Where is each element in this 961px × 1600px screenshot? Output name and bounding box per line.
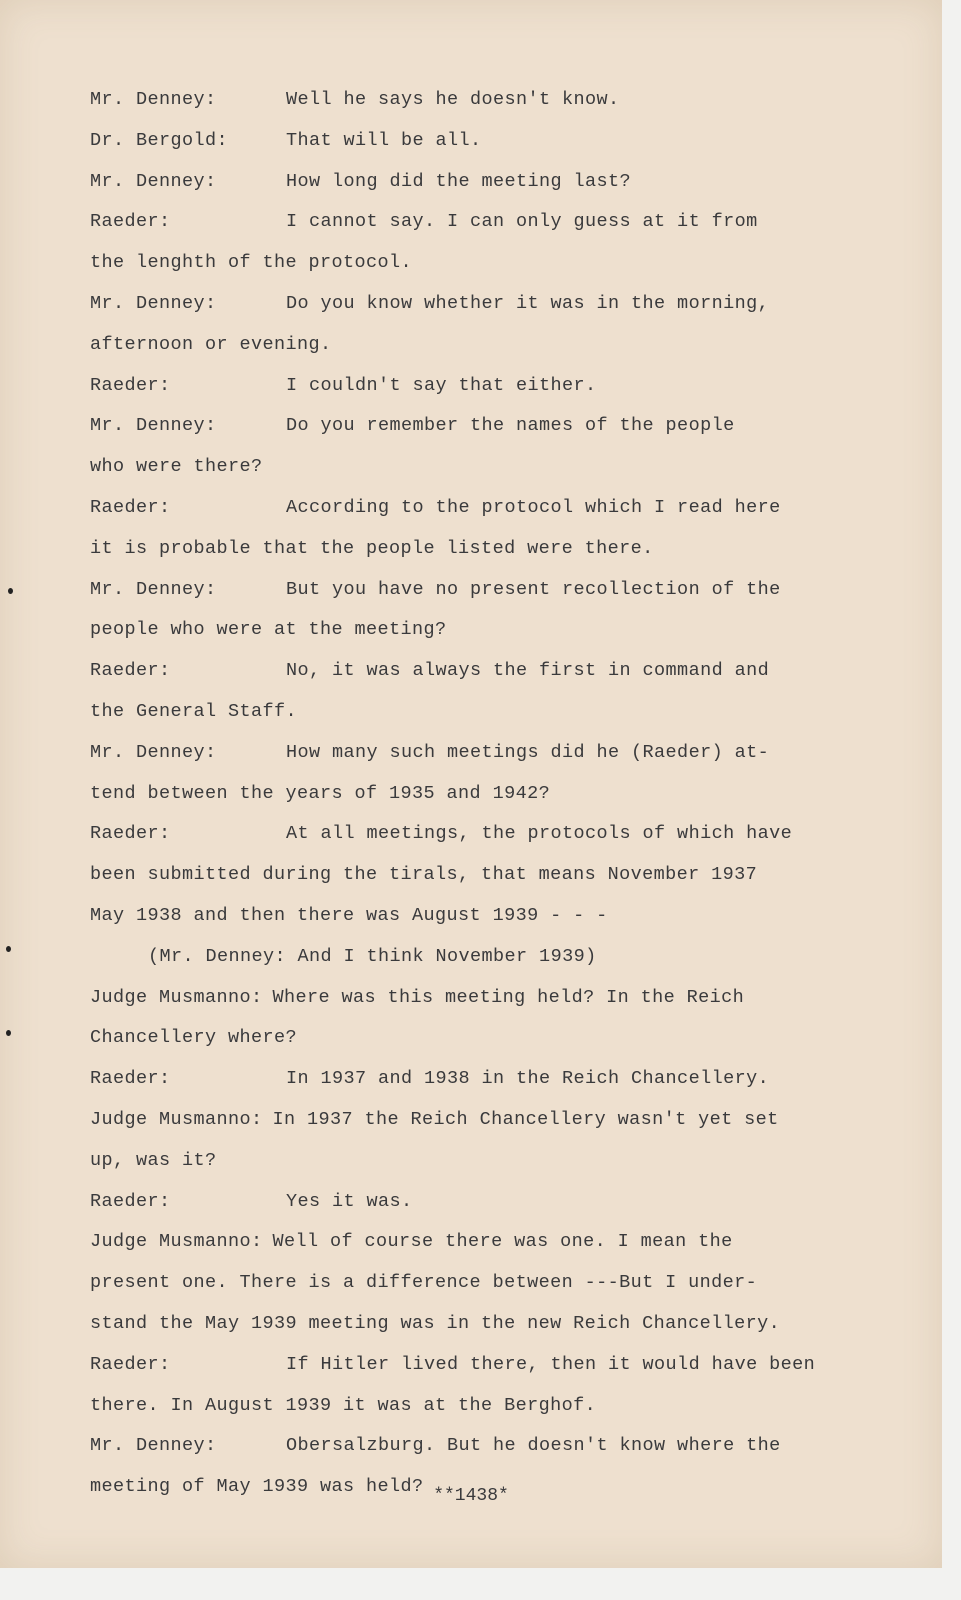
speaker-label: Mr. Denney:	[90, 1435, 217, 1457]
spoken-text: How long did the meeting last?	[286, 170, 632, 192]
transcript-line	[90, 162, 870, 203]
spoken-text: No, it was always the first in command and	[286, 660, 770, 682]
transcript-line	[90, 529, 870, 570]
transcript-line	[90, 692, 870, 733]
transcript-line	[90, 1182, 870, 1223]
speaker-label: Mr. Denney:	[90, 415, 217, 437]
spoken-text: If Hitler lived there, then it would have been	[286, 1353, 816, 1375]
transcript-line	[90, 284, 870, 325]
spoken-text: people who were at the meeting?	[90, 619, 447, 641]
spoken-text: I cannot say. I can only guess at it from	[286, 211, 758, 233]
speaker-label: Mr. Denney:	[90, 741, 217, 763]
transcript-line	[90, 1141, 870, 1182]
spoken-text: there. In August 1939 it was at the Berghof.	[90, 1394, 597, 1416]
speaker-label: Judge Musmanno:	[90, 1231, 263, 1253]
transcript-line	[90, 366, 870, 407]
spoken-text: Where was this meeting held? In the Reich	[272, 986, 745, 1008]
spoken-text: present one. There is a difference between ---But I under-	[90, 1272, 758, 1294]
speaker-label: Raeder:	[90, 660, 171, 682]
speaker-label: Raeder:	[90, 1353, 171, 1375]
spoken-text: At all meetings, the protocols of which have	[286, 823, 793, 845]
spoken-text: (Mr. Denney: And I think November 1939)	[148, 945, 597, 967]
speaker-label: Mr. Denney:	[90, 578, 217, 600]
transcript-line	[90, 1304, 870, 1345]
transcript-line	[90, 1222, 870, 1263]
transcript-line	[90, 814, 870, 855]
spoken-text: the lenghth of the protocol.	[90, 252, 413, 274]
transcript-line	[90, 896, 870, 937]
transcript-line	[90, 121, 870, 162]
spoken-text: But you have no present recollection of the	[286, 578, 781, 600]
spoken-text: stand the May 1939 meeting was in the new Reich Chancellery.	[90, 1312, 781, 1334]
spoken-text: Well he says he doesn't know.	[286, 89, 620, 110]
speaker-label: Raeder:	[90, 1190, 171, 1212]
spoken-text: Obersalzburg. But he doesn't know where the	[286, 1435, 781, 1457]
speaker-label: Raeder:	[90, 211, 171, 233]
transcript-line	[90, 1386, 870, 1427]
transcript-line	[90, 774, 870, 815]
spoken-text: the General Staff.	[90, 700, 298, 722]
spoken-text: In 1937 the Reich Chancellery wasn't yet set	[272, 1108, 779, 1130]
speaker-label: Mr. Denney:	[90, 292, 217, 314]
spoken-text: Yes it was.	[286, 1190, 413, 1212]
spoken-text: up, was it?	[90, 1149, 217, 1171]
spoken-text: Well of course there was one. I mean the	[272, 1231, 733, 1253]
spoken-text: tend between the years of 1935 and 1942?	[90, 782, 551, 804]
transcript-line	[90, 937, 870, 978]
spoken-text: it is probable that the people listed were there.	[90, 537, 654, 559]
transcript-line	[90, 978, 870, 1019]
speaker-label: Mr. Denney:	[90, 89, 217, 110]
speaker-label: Judge Musmanno:	[90, 986, 263, 1008]
spoken-text: May 1938 and then there was August 1939 - - -	[90, 904, 608, 926]
punch-mark	[6, 946, 11, 952]
transcript-line	[90, 488, 870, 529]
scan-margin-right	[942, 0, 961, 1600]
spoken-text: How many such meetings did he (Raeder) at-	[286, 741, 770, 763]
transcript-line	[90, 202, 870, 243]
speaker-label: Raeder:	[90, 823, 171, 845]
speaker-label: Raeder:	[90, 374, 171, 396]
spoken-text: been submitted during the tirals, that means November 1937	[90, 864, 758, 886]
transcript-line	[90, 570, 870, 611]
transcript-line	[90, 80, 870, 121]
transcript-line	[90, 1100, 870, 1141]
scan-margin-bottom	[0, 1568, 961, 1600]
transcript-line	[90, 855, 870, 896]
spoken-text: According to the protocol which I read here	[286, 496, 781, 518]
transcript-line	[90, 733, 870, 774]
spoken-text: That will be all.	[286, 129, 482, 151]
transcript-line	[90, 1345, 870, 1386]
transcript-line	[90, 1018, 870, 1059]
transcript-line	[90, 406, 870, 447]
spoken-text: Do you know whether it was in the morning,	[286, 292, 770, 314]
spoken-text: Do you remember the names of the people	[286, 415, 735, 437]
speaker-label: Mr. Denney:	[90, 170, 217, 192]
transcript-line	[90, 651, 870, 692]
transcript-line	[90, 610, 870, 651]
spoken-text: who were there?	[90, 456, 263, 478]
page-number: **1438*	[433, 1486, 509, 1506]
transcript-line	[90, 1059, 870, 1100]
speaker-label: Dr. Bergold:	[90, 129, 229, 151]
transcript-line	[90, 1263, 870, 1304]
speaker-label: Raeder:	[90, 496, 171, 518]
spoken-text: In 1937 and 1938 in the Reich Chancellery.	[286, 1068, 770, 1090]
speaker-label: Judge Musmanno:	[90, 1108, 263, 1130]
spoken-text: meeting of May 1939 was held?	[90, 1476, 424, 1498]
spoken-text: Chancellery where?	[90, 1027, 298, 1049]
spoken-text: afternoon or evening.	[90, 333, 332, 355]
transcript-body	[90, 80, 870, 1508]
transcript-line	[90, 243, 870, 284]
transcript-line	[90, 325, 870, 366]
punch-mark	[8, 588, 13, 594]
punch-mark	[6, 1030, 11, 1036]
transcript-line	[90, 1426, 870, 1467]
speaker-label: Raeder:	[90, 1068, 171, 1090]
transcript-line	[90, 447, 870, 488]
spoken-text: I couldn't say that either.	[286, 374, 597, 396]
